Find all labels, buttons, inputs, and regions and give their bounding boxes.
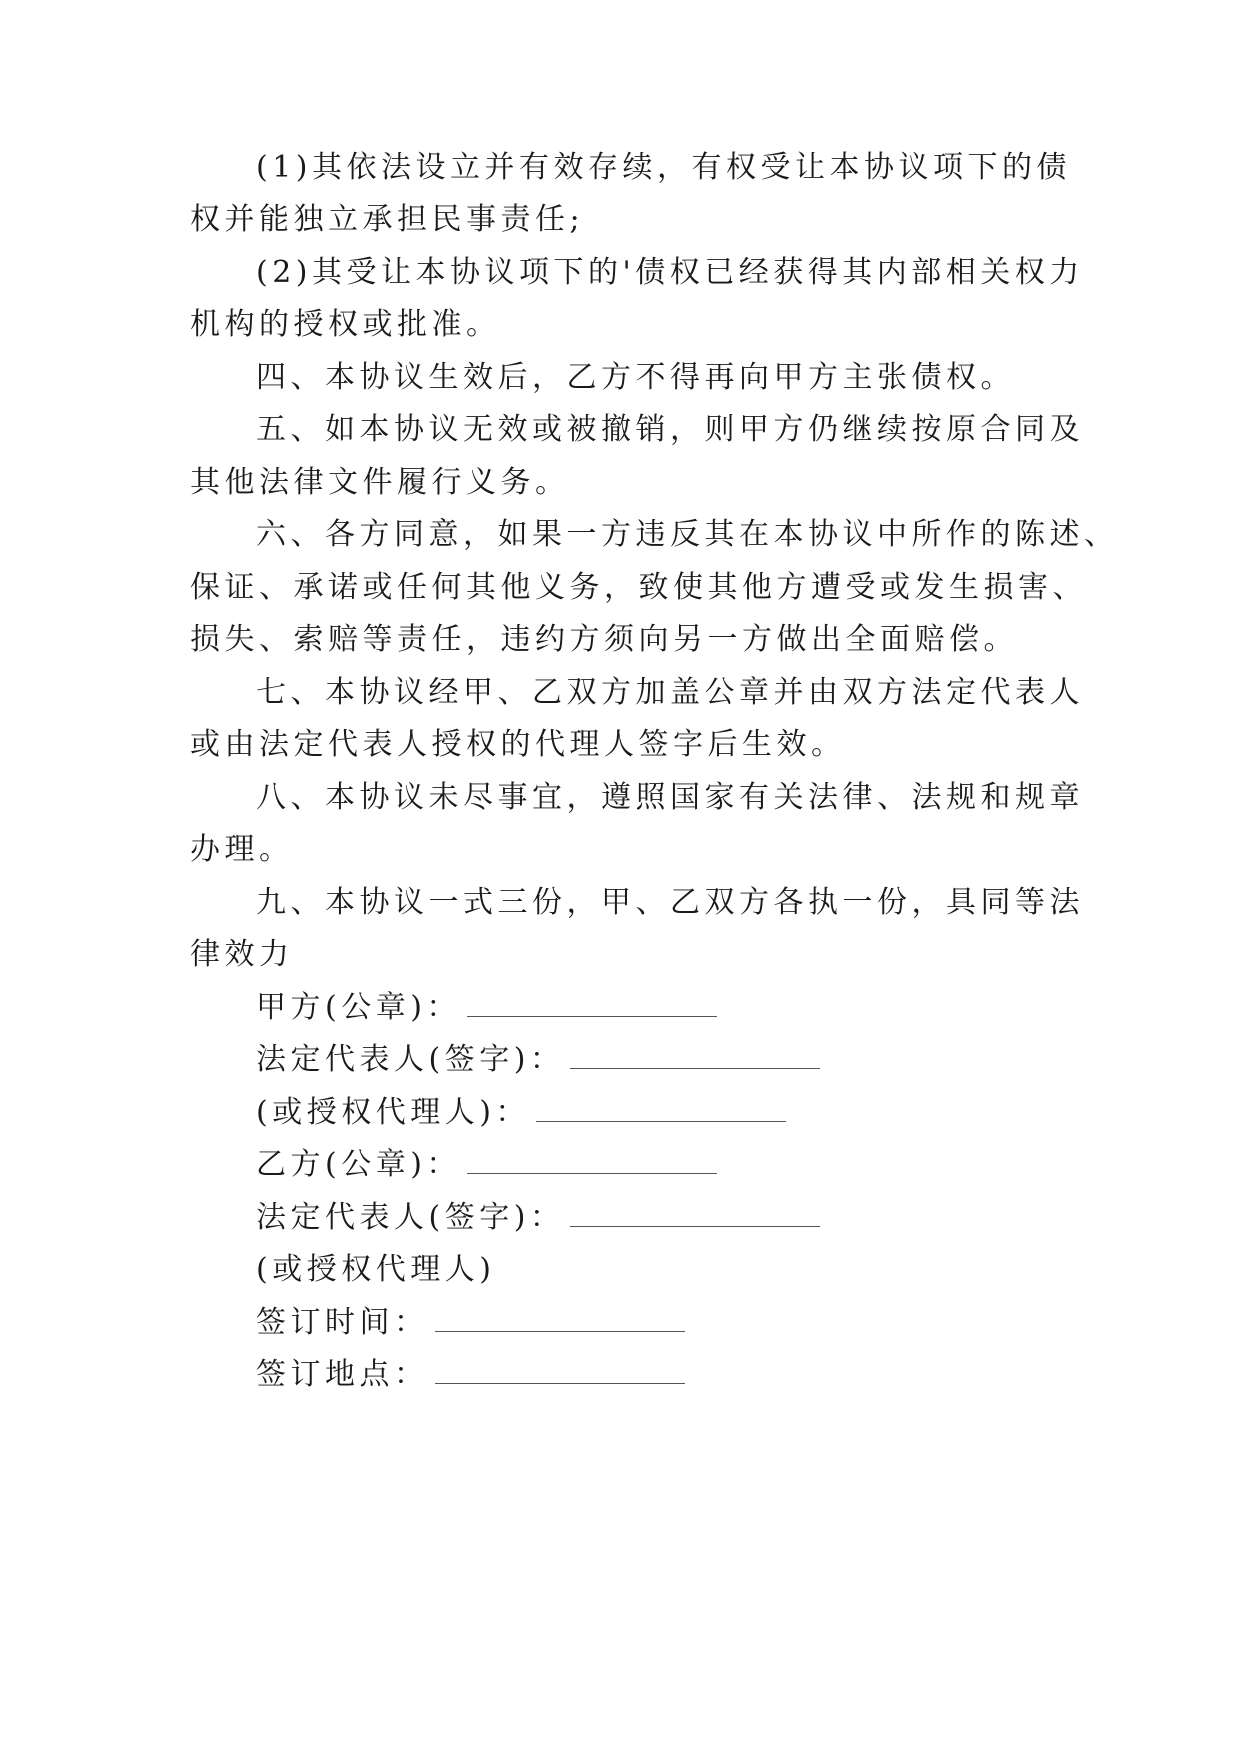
sign-time-line (256, 1303, 685, 1343)
party-b-seal-label: 乙方(公章)： (256, 1147, 461, 1182)
paragraph-line: (2)其受让本协议项下的'债权已经获得其内部相关权力 (256, 255, 1084, 290)
party-b-agent-line (256, 1250, 495, 1290)
sign-place-label: 签订地点： (256, 1357, 429, 1392)
paragraph-line: 或由法定代表人授权的代理人签字后生效。 (190, 727, 846, 762)
paragraph-line: 其他法律文件履行义务。 (190, 465, 570, 500)
sign-time-blank[interactable] (435, 1329, 685, 1332)
paragraph-line: 六、各方同意，如果一方违反其在本协议中所作的陈述、 (256, 517, 1119, 552)
sign-time-label: 签订时间： (256, 1305, 429, 1340)
party-b-seal-blank[interactable] (467, 1171, 717, 1174)
party-a-seal-blank[interactable] (467, 1014, 717, 1017)
paragraph-line: 律效力 (190, 937, 294, 972)
party-a-seal-line (256, 988, 717, 1028)
paragraph-line: 办理。 (190, 832, 294, 867)
party-b-rep-label: 法定代表人(签字)： (256, 1200, 565, 1235)
paragraph-line: 八、本协议未尽事宜，遵照国家有关法律、法规和规章 (256, 780, 1084, 815)
sign-place-line (256, 1355, 685, 1395)
party-a-seal-label: 甲方(公章)： (256, 990, 461, 1025)
paragraph-line: 九、本协议一式三份，甲、乙双方各执一份，具同等法 (256, 885, 1084, 920)
paragraph-line: (1)其依法设立并有效存续，有权受让本协议项下的债 (256, 150, 1071, 185)
paragraph-line: 权并能独立承担民事责任; (190, 202, 585, 237)
party-a-agent-line (256, 1093, 786, 1133)
party-a-agent-label: (或授权代理人)： (256, 1095, 530, 1130)
party-b-seal-line (256, 1145, 717, 1185)
paragraph-line: 损失、索赔等责任，违约方须向另一方做出全面赔偿。 (190, 622, 1018, 657)
party-a-agent-blank[interactable] (536, 1119, 786, 1122)
party-a-rep-blank[interactable] (570, 1066, 820, 1069)
party-a-rep-label: 法定代表人(签字)： (256, 1042, 565, 1077)
party-a-rep-line (256, 1040, 820, 1080)
paragraph-line: 四、本协议生效后，乙方不得再向甲方主张债权。 (256, 360, 1015, 395)
sign-place-blank[interactable] (435, 1381, 685, 1384)
paragraph-line: 保证、承诺或任何其他义务，致使其他方遭受或发生损害、 (190, 570, 1087, 605)
paragraph-line: 机构的授权或批准。 (190, 307, 501, 342)
paragraph-line: 七、本协议经甲、乙双方加盖公章并由双方法定代表人 (256, 675, 1084, 710)
party-b-rep-line (256, 1198, 820, 1238)
party-b-agent-label: (或授权代理人) (256, 1252, 496, 1287)
party-b-rep-blank[interactable] (570, 1224, 820, 1227)
paragraph-line: 五、如本协议无效或被撤销，则甲方仍继续按原合同及 (256, 412, 1084, 447)
